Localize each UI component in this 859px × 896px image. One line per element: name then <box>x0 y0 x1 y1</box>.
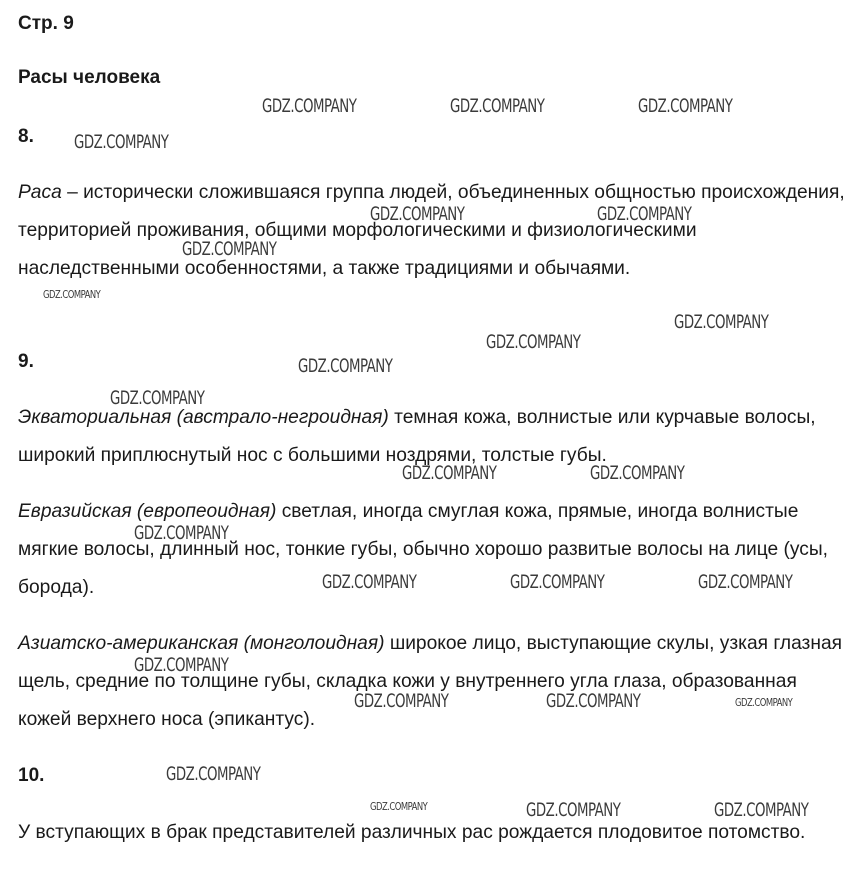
answer-10: У вступающих в брак представителей различных рас рождается плодовитое потомство. <box>18 822 806 843</box>
watermark: GDZ.COMPANY <box>638 95 733 117</box>
race-description: темная кожа, волнистые или курчавые волосы, широкий приплюснутый нос с большими ноздрями, толстые губы. <box>18 407 816 466</box>
section-title: Расы человека <box>18 67 161 88</box>
watermark: GDZ.COMPANY <box>74 131 169 153</box>
watermark: GDZ.COMPANY <box>590 462 685 484</box>
answer-8 <box>18 174 853 288</box>
watermark: GDZ.COMPANY <box>370 800 428 813</box>
watermark: GDZ.COMPANY <box>486 331 581 353</box>
race-description: светлая, иногда смуглая кожа, прямые, иногда волнистые мягкие волосы, длинный нос, тонкие губы, обычно хорошо развитые волосы на лице (усы, борода). <box>18 501 828 598</box>
page-label: Стр. 9 <box>18 13 74 34</box>
watermark: GDZ.COMPANY <box>370 203 465 225</box>
race-asian-american <box>18 625 853 739</box>
watermark: GDZ.COMPANY <box>735 696 793 709</box>
watermark: GDZ.COMPANY <box>714 799 809 821</box>
watermark: GDZ.COMPANY <box>182 238 277 260</box>
question-number-10: 10. <box>18 765 45 786</box>
watermark: GDZ.COMPANY <box>134 522 229 544</box>
watermark: GDZ.COMPANY <box>698 571 793 593</box>
question-number-9: 9. <box>18 351 34 372</box>
watermark: GDZ.COMPANY <box>674 311 769 333</box>
watermark: GDZ.COMPANY <box>322 571 417 593</box>
watermark: GDZ.COMPANY <box>298 355 393 377</box>
watermark: GDZ.COMPANY <box>166 763 261 785</box>
watermark: GDZ.COMPANY <box>43 288 101 301</box>
race-description: широкое лицо, выступающие скулы, узкая глазная щель, средние по толщине губы, складка кожи у внутреннего угла глаза, образованная кожей верхнего носа (эпикантус). <box>18 633 843 730</box>
watermark: GDZ.COMPANY <box>110 387 205 409</box>
watermark: GDZ.COMPANY <box>526 799 621 821</box>
race-name: Азиатско-американская (монголоидная) <box>18 633 385 654</box>
watermark: GDZ.COMPANY <box>450 95 545 117</box>
watermark: GDZ.COMPANY <box>402 462 497 484</box>
watermark: GDZ.COMPANY <box>597 203 692 225</box>
term-race: Раса <box>18 182 62 203</box>
watermark: GDZ.COMPANY <box>546 690 641 712</box>
watermark: GDZ.COMPANY <box>262 95 357 117</box>
watermark: GDZ.COMPANY <box>510 571 605 593</box>
watermark: GDZ.COMPANY <box>134 654 229 676</box>
race-name: Экваториальная (австрало-негроидная) <box>18 407 389 428</box>
watermark: GDZ.COMPANY <box>354 690 449 712</box>
question-number-8: 8. <box>18 126 34 147</box>
race-name: Евразийская (европеоидная) <box>18 501 277 522</box>
race-definition: – исторически сложившаяся группа людей, объединенных общностью происхождения, территорией проживания, общими морфологическими и физиологическими наследственными особенностями, а также традициями и обычаями. <box>18 182 845 279</box>
